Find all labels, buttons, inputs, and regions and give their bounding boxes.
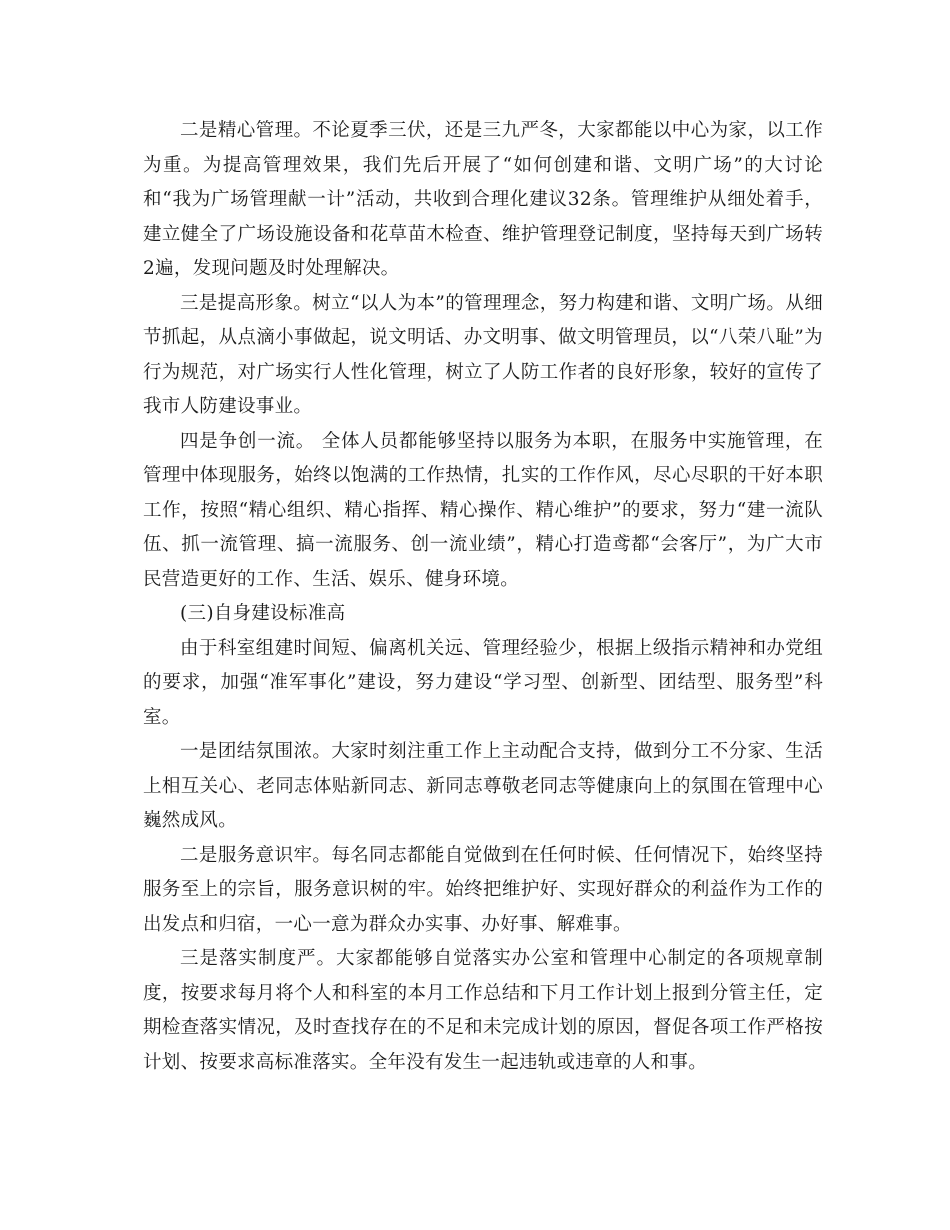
paragraph-service-awareness: 二是服务意识牢。每名同志都能自觉做到在任何时候、任何情况下，始终坚持服务至上的宗旨，服务意识树的牢。始终把维护好、实现好群众的利益作为工作的出发点和归宿，一心一意为群众办实事、办好事、解难事。 [143, 844, 823, 935]
paragraph-strive-first-class: 四是争创一流。 全体人员都能够坚持以服务为本职，在服务中实施管理，在管理中体现服务，始终以饱满的工作热情，扎实的工作作风，尽心尽职的干好本职工作，按照“精心组织、精心指挥、精心操作、精心维护”的要求，努力“建一流队伍、抓一流管理、搞一流服务、创一流业绩”，精心打造鸢都“会客厅”，为广大市民营造更好的工作、生活、娱乐、健身环境。 [143, 430, 823, 590]
paragraph-careful-management: 二是精心管理。不论夏季三伏，还是三九严冬，大家都能以中心为家，以工作为重。为提高管理效果，我们先后开展了“如何创建和谐、文明广场”的大讨论和“我为广场管理献一计”活动，共收到合理化建议32条。管理维护从细处着手，建立健全了广场设施设备和花草苗木检查、维护管理登记制度，坚持每天到广场转2遍，发现问题及时处理解决。 [143, 120, 823, 279]
paragraph-unity-atmosphere: 一是团结氛围浓。大家时刻注重工作上主动配合支持，做到分工不分家、生活上相互关心、老同志体贴新同志、新同志尊敬老同志等健康向上的氛围在管理中心巍然成风。 [143, 741, 823, 831]
document-body [143, 114, 823, 1080]
paragraph-improve-image: 三是提高形象。树立“以人为本”的管理理念，努力构建和谐、文明广场。从细节抓起，从点滴小事做起，说文明话、办文明事、做文明管理员，以“八荣八耻”为行为规范，对广场实行人性化管理，树立了人防工作者的良好形象，较好的宣传了我市人防建设事业。 [143, 292, 823, 417]
section-heading-self-construction: (三)自身建设标准高 [180, 603, 346, 624]
paragraph-section-intro: 由于科室组建时间短、偏离机关远、管理经验少，根据上级指示精神和办党组的要求，加强“准军事化”建设，努力建设“学习型、创新型、团结型、服务型”科室。 [143, 637, 823, 728]
paragraph-strict-rules: 三是落实制度严。大家都能够自觉落实办公室和管理中心制定的各项规章制度，按要求每月将个人和科室的本月工作总结和下月工作计划上报到分管主任，定期检查落实情况，及时查找存在的不足和未完成计划的原因，督促各项工作严格按计划、按要求高标准落实。全年没有发生一起违轨或违章的人和事。 [143, 948, 823, 1073]
